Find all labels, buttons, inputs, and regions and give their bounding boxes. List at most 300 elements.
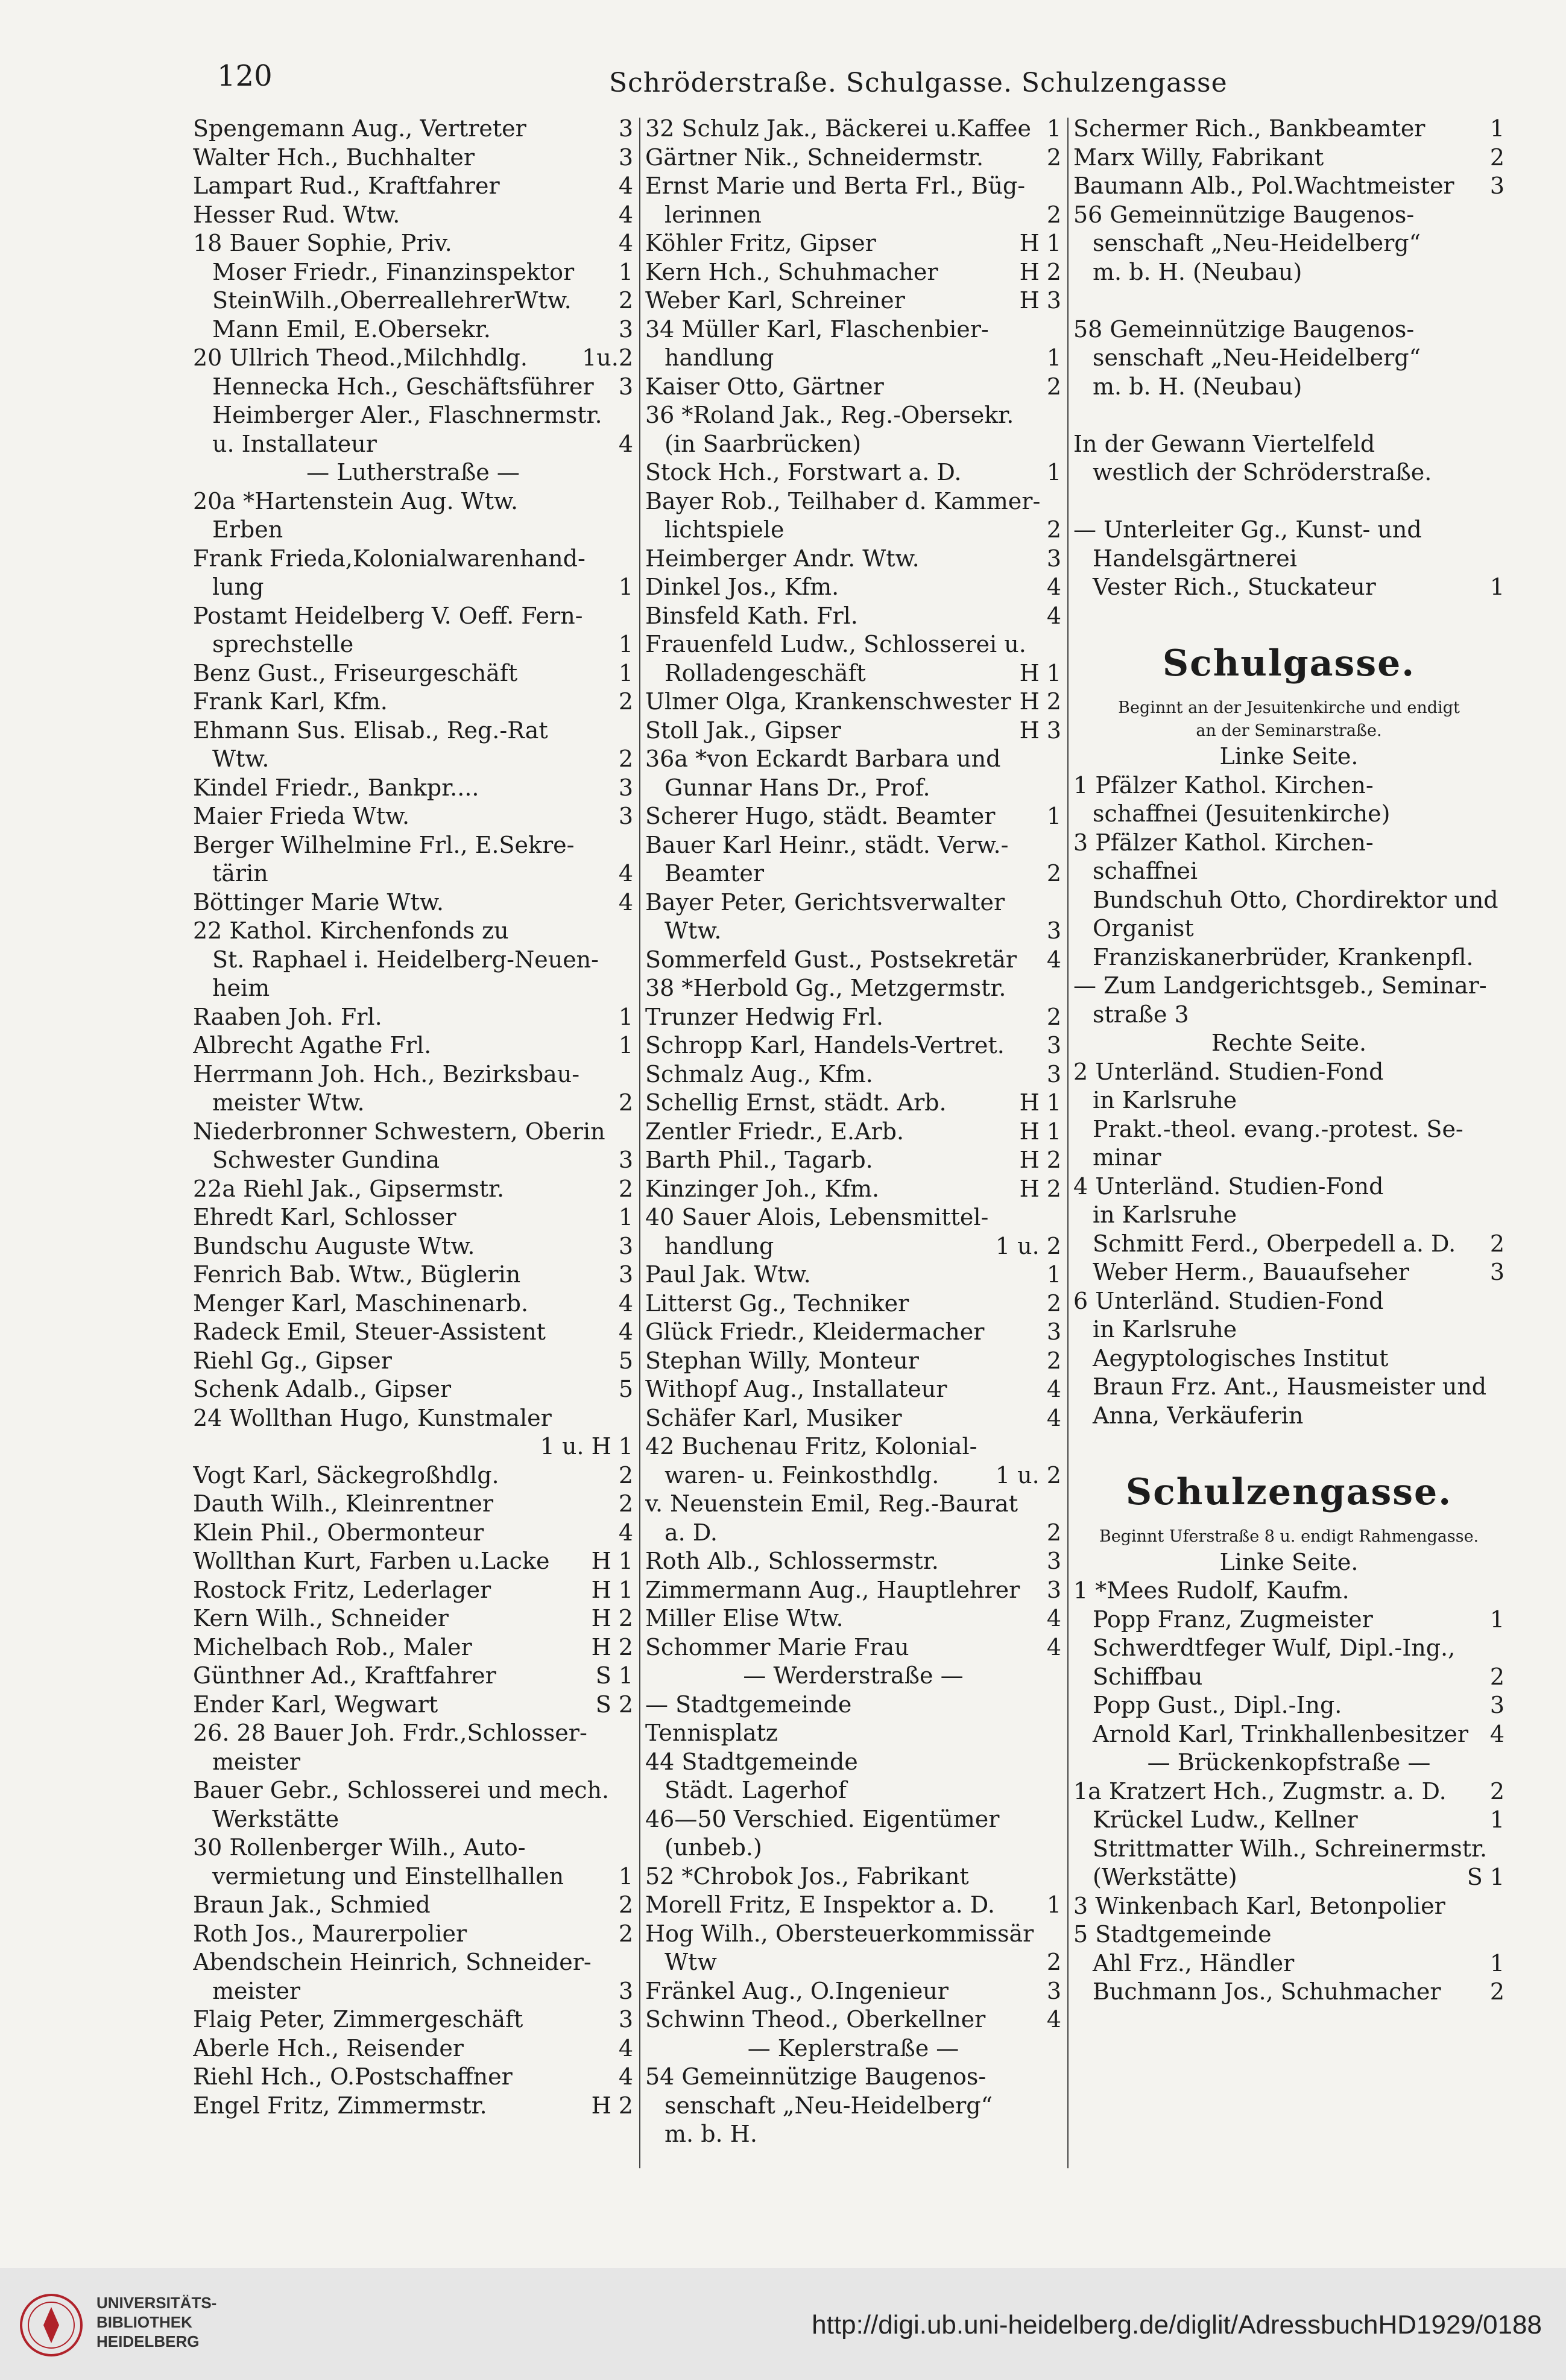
directory-entry	[645, 1089, 1061, 1118]
floor-number: 1	[1489, 115, 1504, 142]
entry-text: Glück Friedr., Kleidermacher	[645, 1318, 985, 1345]
floor-number: 3	[1046, 1977, 1061, 2004]
directory-entry	[1073, 1863, 1504, 1892]
entry-text: Schmalz Aug., Kfm.	[645, 1060, 873, 1087]
entry-text: 1 u. H 1	[540, 1433, 633, 1460]
directory-entry	[1073, 1663, 1504, 1692]
entry-text: — Keplerstraße —	[747, 2034, 959, 2062]
entry-text: Bayer Peter, Gerichtsverwalter	[645, 888, 1005, 916]
entry-text: straße 3	[1093, 1001, 1189, 1028]
entry-text: Handelsgärtnerei	[1093, 545, 1297, 572]
floor-number: 2	[1046, 1290, 1061, 1317]
entry-text: 1 Pfälzer Kathol. Kirchen-	[1073, 771, 1374, 799]
directory-entry	[193, 229, 633, 258]
entry-text: Bundschu Auguste Wtw.	[193, 1232, 475, 1259]
directory-entry	[645, 1691, 1061, 1720]
library-name-line: HEIDELBERG	[96, 2332, 200, 2350]
floor-number: 4	[1046, 1633, 1061, 1660]
directory-entry	[193, 2005, 633, 2034]
directory-entry	[1073, 1058, 1504, 1087]
entry-text: Benz Gust., Friseurgeschäft	[193, 659, 518, 686]
entry-text: — Unterleiter Gg., Kunst- und	[1073, 516, 1422, 543]
floor-number: 1	[618, 1003, 633, 1030]
entry-text: (Werkstätte)	[1093, 1864, 1237, 1890]
column-right	[1073, 115, 1504, 2007]
floor-number: 5	[618, 1376, 633, 1402]
directory-entry	[1073, 943, 1504, 972]
entry-text: Kern Hch., Schuhmacher	[645, 258, 938, 285]
floor-number: 2	[1489, 1777, 1504, 1805]
entry-text: Abendschein Heinrich, Schneider-	[193, 1949, 592, 1975]
entry-text: meister	[212, 1748, 301, 1775]
directory-entry	[1073, 1001, 1504, 1030]
directory-entry	[193, 258, 633, 287]
directory-entry	[1073, 1892, 1504, 1921]
entry-text: Frank Frieda,Kolonialwarenhand-	[193, 545, 586, 572]
entry-text: 40 Sauer Alois, Lebensmittel-	[645, 1204, 989, 1230]
section-label	[645, 1662, 1061, 1691]
directory-entry	[645, 974, 1061, 1003]
section-label	[1073, 1548, 1504, 1577]
entry-text: Raaben Joh. Frl.	[193, 1003, 382, 1030]
floor-number: 1	[618, 631, 633, 657]
directory-entry	[1073, 1115, 1504, 1144]
entry-text: an der Seminarstraße.	[1196, 721, 1382, 740]
directory-entry	[1073, 1720, 1504, 1749]
floor-number: H 3	[1019, 717, 1061, 744]
directory-entry	[645, 1003, 1061, 1032]
directory-entry	[645, 1748, 1061, 1777]
directory-entry	[645, 1633, 1061, 1662]
entry-text: Aegyptologisches Institut	[1093, 1344, 1389, 1372]
entry-text: Menger Karl, Maschinenarb.	[193, 1290, 529, 1317]
entry-text: westlich der Schröderstraße.	[1093, 459, 1432, 486]
entry-text: Zentler Friedr., E.Arb.	[645, 1118, 905, 1145]
directory-entry	[1073, 1920, 1504, 1949]
entry-text: Binsfeld Kath. Frl.	[645, 602, 858, 629]
directory-entry	[645, 659, 1061, 688]
entry-text: Gärtner Nik., Schneidermstr.	[645, 144, 984, 171]
directory-entry	[193, 1748, 633, 1777]
section-label	[193, 458, 633, 487]
entry-text: Stephan Willy, Monteur	[645, 1347, 919, 1374]
floor-number: 2	[1046, 373, 1061, 400]
directory-entry	[193, 1461, 633, 1490]
entry-text: Rostock Fritz, Lederlager	[193, 1576, 491, 1603]
directory-entry	[193, 688, 633, 717]
entry-text: Kern Wilh., Schneider	[193, 1605, 449, 1632]
entry-text: lichtspiele	[665, 516, 785, 543]
floor-number: 4	[1046, 574, 1061, 600]
directory-entry	[193, 1519, 633, 1548]
directory-entry	[645, 201, 1061, 230]
entry-text: Ehredt Karl, Schlosser	[193, 1204, 456, 1230]
entry-text: Roth Alb., Schlossermstr.	[645, 1548, 939, 1574]
floor-number: 1 u. 2	[995, 1461, 1061, 1489]
floor-number: 2	[1489, 1663, 1504, 1690]
directory-entry	[1073, 1173, 1504, 1201]
directory-entry	[193, 1863, 633, 1891]
entry-text: Organist	[1093, 915, 1194, 942]
floor-number: 4	[618, 2063, 633, 2090]
directory-entry	[645, 1604, 1061, 1633]
entry-text: In der Gewann Viertelfeld	[1073, 430, 1375, 457]
entry-text: Ulmer Olga, Krankenschwester	[645, 688, 1011, 715]
entry-text: (in Saarbrücken)	[665, 430, 862, 457]
directory-entry	[645, 1261, 1061, 1290]
directory-entry	[645, 1547, 1061, 1576]
directory-entry	[1073, 1201, 1504, 1230]
floor-number: H 2	[1019, 688, 1061, 715]
directory-entry	[193, 1719, 633, 1748]
directory-entry	[1073, 914, 1504, 943]
entry-text: Linke Seite.	[1219, 743, 1359, 770]
floor-number: H 2	[1019, 1147, 1061, 1173]
entry-text: Bayer Rob., Teilhaber d. Kammer-	[645, 487, 1041, 514]
entry-text: Litterst Gg., Techniker	[645, 1290, 909, 1317]
directory-entry	[193, 1175, 633, 1204]
directory-entry	[193, 1318, 633, 1347]
column-rule	[639, 118, 640, 2168]
entry-text: Tennisplatz	[645, 1720, 778, 1746]
entry-text: Schenk Adalb., Gipser	[193, 1376, 451, 1402]
floor-number: 3	[1046, 1032, 1061, 1059]
entry-text: m. b. H. (Neubau)	[1093, 373, 1302, 400]
entry-text: Ernst Marie und Berta Frl., Büg-	[645, 172, 1026, 199]
floor-number: 3	[1046, 917, 1061, 944]
directory-entry	[1073, 516, 1504, 545]
floor-number: 3	[618, 1147, 633, 1173]
library-name-line: UNIVERSITÄTS-	[96, 2294, 217, 2312]
floor-number: 4	[1046, 946, 1061, 973]
directory-entry	[193, 1432, 633, 1461]
directory-entry	[193, 974, 633, 1003]
entry-text: Prakt.-theol. evang.-protest. Se-	[1093, 1115, 1463, 1142]
floor-number: 2	[1046, 1003, 1061, 1030]
street-description	[1073, 1525, 1504, 1548]
running-head: Schröderstraße. Schulgasse. Schulzengasse	[609, 68, 1228, 98]
floor-number: 4	[1046, 602, 1061, 629]
entry-text: Vogt Karl, Säckegroßhdlg.	[193, 1461, 499, 1489]
directory-entry	[645, 1146, 1061, 1175]
entry-text: Köhler Fritz, Gipser	[645, 230, 876, 256]
floor-number: 2	[1046, 1519, 1061, 1546]
directory-entry	[1073, 1577, 1504, 1606]
entry-text: Erben	[212, 516, 283, 543]
entry-text: 3 Pfälzer Kathol. Kirchen-	[1073, 829, 1374, 856]
floor-number: 3	[618, 2006, 633, 2033]
floor-number: S 1	[595, 1662, 633, 1689]
directory-entry	[645, 774, 1061, 803]
entry-text: Withopf Aug., Installateur	[645, 1376, 947, 1402]
directory-entry	[193, 946, 633, 975]
directory-entry	[1073, 972, 1504, 1001]
directory-entry	[645, 1175, 1061, 1204]
directory-entry	[193, 917, 633, 946]
floor-number: 3	[1046, 1060, 1061, 1087]
directory-entry	[1073, 886, 1504, 915]
directory-entry	[1073, 1315, 1504, 1344]
directory-entry	[193, 487, 633, 516]
directory-entry	[1073, 573, 1504, 602]
floor-number: H 2	[591, 2092, 633, 2119]
floor-number: 1	[618, 1032, 633, 1059]
entry-text: senschaft „Neu-Heidelberg“	[1093, 230, 1421, 256]
directory-entry	[193, 774, 633, 803]
floor-number: 4	[618, 1318, 633, 1345]
directory-entry	[193, 573, 633, 602]
floor-number: 4	[618, 860, 633, 887]
entry-text: Morell Fritz, E Inspektor a. D.	[645, 1891, 996, 1918]
entry-text: 24 Wollthan Hugo, Kunstmaler	[193, 1404, 552, 1431]
directory-entry	[193, 630, 633, 659]
directory-entry	[193, 717, 633, 745]
directory-entry	[1073, 829, 1504, 858]
floor-number: 3	[1046, 1548, 1061, 1574]
directory-entry	[1073, 800, 1504, 829]
floor-number: 1u.2	[582, 344, 633, 371]
entry-text: Wtw.	[665, 917, 722, 944]
directory-entry	[1073, 344, 1504, 373]
floor-number: 2	[1489, 1978, 1504, 2005]
directory-entry	[1073, 1144, 1504, 1173]
floor-number: 5	[618, 1347, 633, 1374]
spacer	[1073, 487, 1504, 516]
floor-number: 2	[618, 1461, 633, 1489]
entry-text: Stoll Jak., Gipser	[645, 717, 841, 744]
directory-entry	[193, 1261, 633, 1290]
entry-text: Wollthan Kurt, Farben u.Lacke	[193, 1548, 550, 1574]
entry-text: Niederbronner Schwestern, Oberin	[193, 1118, 605, 1145]
floor-number: 3	[618, 774, 633, 801]
entry-text: 54 Gemeinnützige Baugenos-	[645, 2063, 987, 2090]
directory-entry	[645, 1576, 1061, 1605]
directory-entry	[645, 2092, 1061, 2121]
entry-text: — Lutherstraße —	[306, 459, 520, 486]
directory-entry	[193, 1003, 633, 1032]
floor-number: 2	[618, 1891, 633, 1918]
entry-text: Barth Phil., Tagarb.	[645, 1147, 873, 1173]
directory-entry	[645, 545, 1061, 574]
entry-text: 36a *von Eckardt Barbara und	[645, 745, 1001, 772]
entry-text: Schulzengasse.	[1125, 1470, 1453, 1513]
floor-number: 4	[1489, 1720, 1504, 1747]
directory-entry	[645, 2005, 1061, 2034]
university-seal-icon	[18, 2292, 84, 2358]
directory-entry	[1073, 1634, 1504, 1663]
directory-entry	[645, 573, 1061, 602]
entry-text: vermietung und Einstellhallen	[212, 1863, 564, 1890]
floor-number: 3	[1489, 1259, 1504, 1285]
floor-number: 2	[1046, 144, 1061, 171]
column-middle	[645, 115, 1061, 2149]
floor-number: 3	[1489, 172, 1504, 199]
floor-number: 4	[618, 1290, 633, 1317]
floor-number: 4	[1046, 1404, 1061, 1431]
directory-entry	[193, 1776, 633, 1805]
directory-entry	[645, 1776, 1061, 1805]
floor-number: 3	[618, 1232, 633, 1259]
floor-number: 2	[618, 1490, 633, 1517]
entry-text: Arnold Karl, Trinkhallenbesitzer	[1093, 1720, 1469, 1747]
entry-text: 42 Buchenau Fritz, Kolonial-	[645, 1433, 977, 1460]
directory-entry	[645, 630, 1061, 659]
entry-text: Frank Karl, Kfm.	[193, 688, 388, 715]
directory-entry	[193, 859, 633, 888]
directory-entry	[645, 344, 1061, 373]
directory-entry	[645, 1375, 1061, 1404]
entry-text: Maier Frieda Wtw.	[193, 803, 410, 829]
directory-entry	[193, 802, 633, 831]
directory-entry	[193, 201, 633, 230]
entry-text: senschaft „Neu-Heidelberg“	[665, 2092, 993, 2119]
directory-entry	[645, 1432, 1061, 1461]
directory-entry	[645, 516, 1061, 545]
directory-entry	[193, 831, 633, 860]
floor-number: 3	[1489, 1692, 1504, 1718]
entry-text: 56 Gemeinnützige Baugenos-	[1073, 201, 1415, 228]
entry-text: 4 Unterländ. Studien-Fond	[1073, 1173, 1384, 1200]
entry-text: Schulgasse.	[1162, 642, 1416, 685]
floor-number: 3	[618, 1261, 633, 1288]
directory-entry	[193, 1633, 633, 1662]
entry-text: Lampart Rud., Kraftfahrer	[193, 172, 500, 199]
footer-bar	[0, 2268, 1566, 2380]
directory-entry	[645, 144, 1061, 172]
floor-number: H 1	[1019, 230, 1061, 256]
floor-number: 4	[618, 230, 633, 256]
directory-entry	[1073, 1978, 1504, 2007]
entry-text: SteinWilh.,OberreallehrerWtw.	[212, 287, 572, 314]
directory-entry	[193, 1662, 633, 1691]
directory-entry	[645, 917, 1061, 946]
entry-text: — Werderstraße —	[743, 1662, 964, 1689]
floor-number: 1	[1046, 344, 1061, 371]
entry-text: Wtw.	[212, 745, 270, 772]
entry-text: Sommerfeld Gust., Postsekretär	[645, 946, 1017, 973]
directory-entry	[645, 1719, 1061, 1748]
section-label	[645, 2034, 1061, 2063]
directory-entry	[645, 1290, 1061, 1318]
floor-number: 1	[1046, 1261, 1061, 1288]
floor-number: H 2	[1019, 1175, 1061, 1202]
entry-text: senschaft „Neu-Heidelberg“	[1093, 344, 1421, 371]
entry-text: 20a *Hartenstein Aug. Wtw.	[193, 487, 519, 514]
entry-text: Rechte Seite.	[1211, 1030, 1367, 1056]
entry-text: Dinkel Jos., Kfm.	[645, 574, 839, 600]
entry-text: sprechstelle	[212, 631, 354, 657]
directory-entry	[645, 487, 1061, 516]
floor-number: 1	[618, 1863, 633, 1890]
entry-text: Hog Wilh., Obersteuerkommissär	[645, 1920, 1034, 1947]
entry-text: schaffnei (Jesuitenkirche)	[1093, 800, 1391, 827]
street-heading	[1073, 630, 1504, 697]
entry-text: — Brückenkopfstraße —	[1147, 1749, 1431, 1776]
directory-entry	[1073, 458, 1504, 487]
entry-text: 58 Gemeinnützige Baugenos-	[1073, 315, 1415, 343]
entry-text: 52 *Chrobok Jos., Fabrikant	[645, 1863, 969, 1890]
directory-entry	[645, 1891, 1061, 1920]
entry-text: Strittmatter Wilh., Schreinermstr.	[1093, 1835, 1488, 1862]
entry-text: Walter Hch., Buchhalter	[193, 144, 475, 171]
floor-number: 2	[1489, 144, 1504, 171]
entry-text: Schwerdtfeger Wulf, Dipl.-Ing.,	[1093, 1635, 1456, 1661]
floor-number: 4	[1046, 2006, 1061, 2033]
entry-text: 32 Schulz Jak., Bäckerei u.Kaffee	[645, 115, 1031, 142]
directory-entry	[193, 344, 633, 373]
directory-entry	[193, 1576, 633, 1605]
directory-entry	[193, 1547, 633, 1576]
entry-text: — Zum Landgerichtsgeb., Seminar-	[1073, 972, 1487, 999]
entry-text: (unbeb.)	[665, 1834, 762, 1861]
directory-entry	[193, 1375, 633, 1404]
floor-number: 3	[618, 315, 633, 343]
entry-text: 44 Stadtgemeinde	[645, 1748, 858, 1775]
directory-entry	[645, 115, 1061, 144]
entry-text: Schwinn Theod., Oberkellner	[645, 2006, 986, 2033]
entry-text: Ehmann Sus. Elisab., Reg.-Rat	[193, 717, 548, 744]
entry-text: Radeck Emil, Steuer-Assistent	[193, 1318, 546, 1345]
entry-text: St. Raphael i. Heidelberg-Neuen-	[212, 946, 599, 973]
directory-entry	[1073, 1402, 1504, 1431]
entry-text: m. b. H.	[665, 2121, 757, 2147]
entry-text: Weber Herm., Bauaufseher	[1093, 1259, 1409, 1285]
directory-entry	[645, 831, 1061, 860]
directory-entry	[193, 1404, 633, 1433]
floor-number: 1 u. 2	[995, 1232, 1061, 1259]
entry-text: Schwester Gundina	[212, 1147, 440, 1173]
floor-number: 3	[1046, 1576, 1061, 1603]
floor-number: H 1	[1019, 1118, 1061, 1145]
entry-text: Beamter	[665, 860, 765, 887]
entry-text: Fenrich Bab. Wtw., Büglerin	[193, 1261, 521, 1288]
directory-entry	[645, 802, 1061, 831]
directory-entry	[1073, 115, 1504, 144]
directory-entry	[193, 659, 633, 688]
entry-text: m. b. H. (Neubau)	[1093, 258, 1302, 285]
floor-number: H 1	[1019, 1089, 1061, 1116]
directory-entry	[193, 315, 633, 344]
entry-text: Wtw	[665, 1949, 717, 1975]
entry-text: Michelbach Rob., Maler	[193, 1633, 472, 1660]
directory-entry	[645, 1404, 1061, 1433]
entry-text: Baumann Alb., Pol.Wachtmeister	[1073, 172, 1454, 199]
floor-number: H 2	[1019, 258, 1061, 285]
floor-number: 3	[618, 115, 633, 142]
floor-number: 1	[618, 659, 633, 686]
directory-entry	[193, 745, 633, 774]
directory-entry	[1073, 857, 1504, 886]
entry-text: Bundschuh Otto, Chordirektor und	[1093, 886, 1498, 913]
floor-number: 1	[1046, 1891, 1061, 1918]
directory-entry	[1073, 144, 1504, 172]
entry-text: Mann Emil, E.Obersekr.	[212, 315, 491, 343]
directory-entry	[645, 1060, 1061, 1089]
entry-text: 5 Stadtgemeinde	[1073, 1921, 1272, 1948]
floor-number: 3	[618, 1977, 633, 2004]
directory-entry	[193, 1805, 633, 1834]
entry-text: 30 Rollenberger Wilh., Auto-	[193, 1834, 526, 1861]
entry-text: Schommer Marie Frau	[645, 1633, 909, 1660]
directory-entry	[645, 1203, 1061, 1232]
directory-entry	[1073, 201, 1504, 230]
entry-text: Anna, Verkäuferin	[1093, 1402, 1304, 1429]
directory-entry	[645, 717, 1061, 745]
directory-entry	[645, 229, 1061, 258]
entry-text: 18 Bauer Sophie, Priv.	[193, 230, 452, 256]
source-url[interactable]: http://digi.ub.uni-heidelberg.de/diglit/AdressbuchHD1929/0188	[812, 2310, 1542, 2340]
entry-text: 3 Winkenbach Karl, Betonpolier	[1073, 1892, 1445, 1919]
